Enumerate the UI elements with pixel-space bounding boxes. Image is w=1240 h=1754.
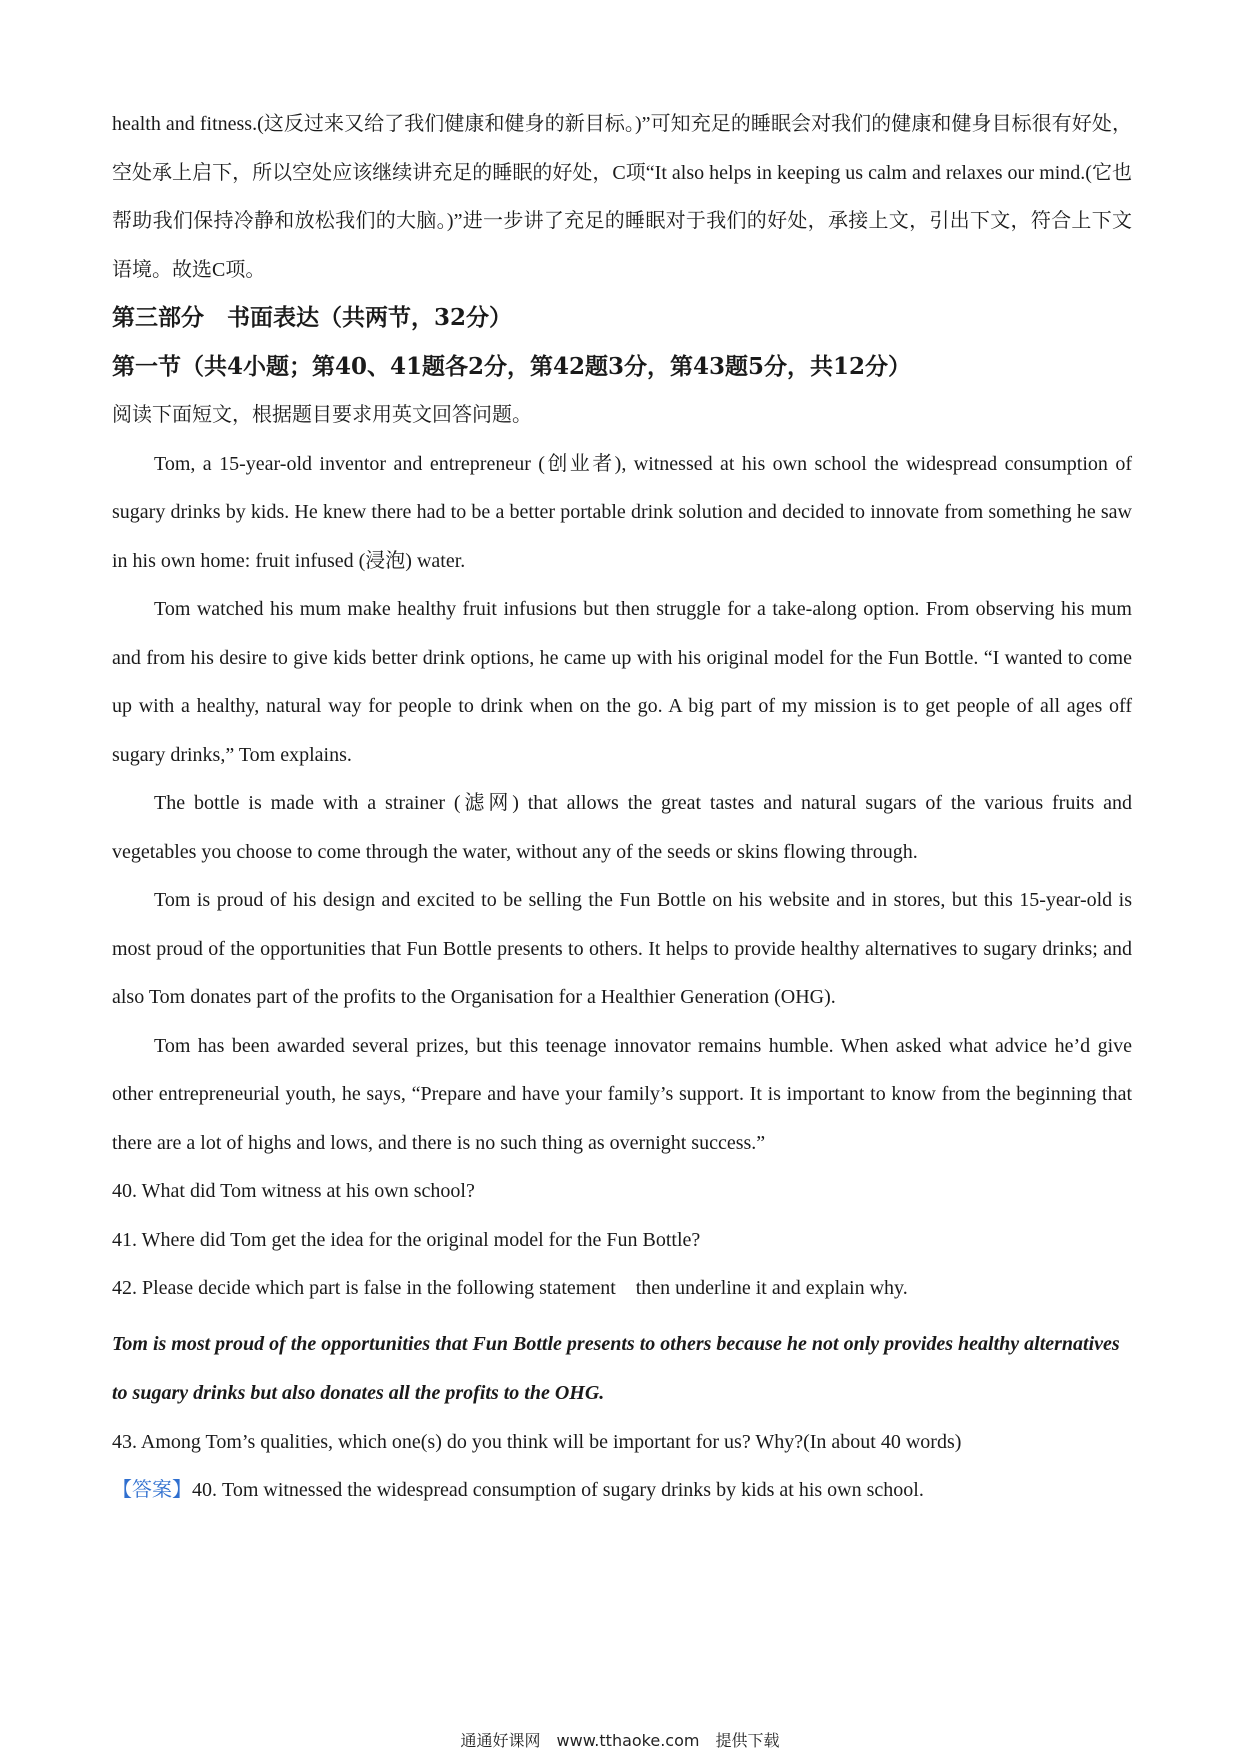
passage-paragraph-2: Tom watched his mum make healthy fruit infusions but then struggle for a take-along option. From observing his mum and from his desire to give kids better drink options, he came up with his original model for the Fun Bottle. “I wanted to come up with a healthy, natural way for people to drink when on the go. A big part of my mission is to get people of all ages off sugary drinks,” Tom explains. [112, 598, 1132, 766]
passage-paragraph-5: Tom has been awarded several prizes, but this teenage innovator remains humble. When asked what advice he’d give other entrepreneurial youth, he says, “Prepare and have your family’s support. It is important to know from the beginning that there are a lot of highs and lows, and there is no such thing as overnight success.” [112, 1034, 1132, 1154]
question-43: 43. Among Tom’s qualities, which one(s) do you think will be important for us? Why?(In about 40 words) [112, 1430, 962, 1453]
page-content [112, 100, 1132, 1515]
section-heading: 第一节（共4小题；第40、41题各2分，第42题3分，第43题5分，共12分） [112, 352, 912, 380]
question-40: 40. What did Tom witness at his own school? [112, 1180, 475, 1202]
answer-line [112, 1466, 1132, 1515]
question-42: 42. Please decide which part is false in the following statement then underline it and explain why. [112, 1277, 908, 1299]
passage-paragraph-4: Tom is proud of his design and excited to be selling the Fun Bottle on his website and in stores, but this 15-year-old is most proud of the opportunities that Fun Bottle presents to others. It helps to provide healthy alternatives to sugary drinks; and also Tom donates part of the profits to the Organisation for a Healthier Generation (OHG). [112, 889, 1132, 1008]
passage-paragraph-3: The bottle is made with a strainer (滤网) that allows the great tastes and natural sugars of the various fruits and vegetables you choose to come through the water, without any of the seeds or skins flowing through. [112, 792, 1132, 863]
instruction-text: 阅读下面短文，根据题目要求用英文回答问题。 [112, 404, 532, 426]
part-heading: 第三部分 书面表达（共两节，32分） [112, 304, 513, 331]
page-footer: 通通好课网 www.tthaoke.com 提供下载 [460, 1731, 780, 1750]
question-42-statement: Tom is most proud of the opportunities that Fun Bottle presents to others because he not only provides healthy alternatives to sugary drinks but also donates all the profits to the OHG. [112, 1332, 1120, 1404]
passage-paragraph-1: Tom, a 15-year-old inventor and entrepreneur (创业者), witnessed at his own school the widespread consumption of sugary drinks by kids. He knew there had to be a better portable drink solution and decided to innovate from something he saw in his own home: fruit infused (浸泡) water. [112, 452, 1132, 572]
explanation-paragraph: health and fitness.(这反过来又给了我们健康和健身的新目标。)”可知充足的睡眠会对我们的健康和健身目标很有好处，空处承上启下，所以空处应该继续讲充足的睡眠的好处，C项“It also helps in keeping us calm and relaxes our mind.(它也帮助我们保持冷静和放松我们的大脑。)”进一步讲了充足的睡眠对于我们的好处，承接上文，引出下文，符合上下文语境。故选C项。 [112, 113, 1132, 281]
answer-text: 40. Tom witnessed the widespread consumption of sugary drinks by kids at his own school. [192, 1479, 924, 1501]
question-41: 41. Where did Tom get the idea for the original model for the Fun Bottle? [112, 1228, 701, 1251]
answer-tag: 【答案】 [112, 1479, 192, 1501]
